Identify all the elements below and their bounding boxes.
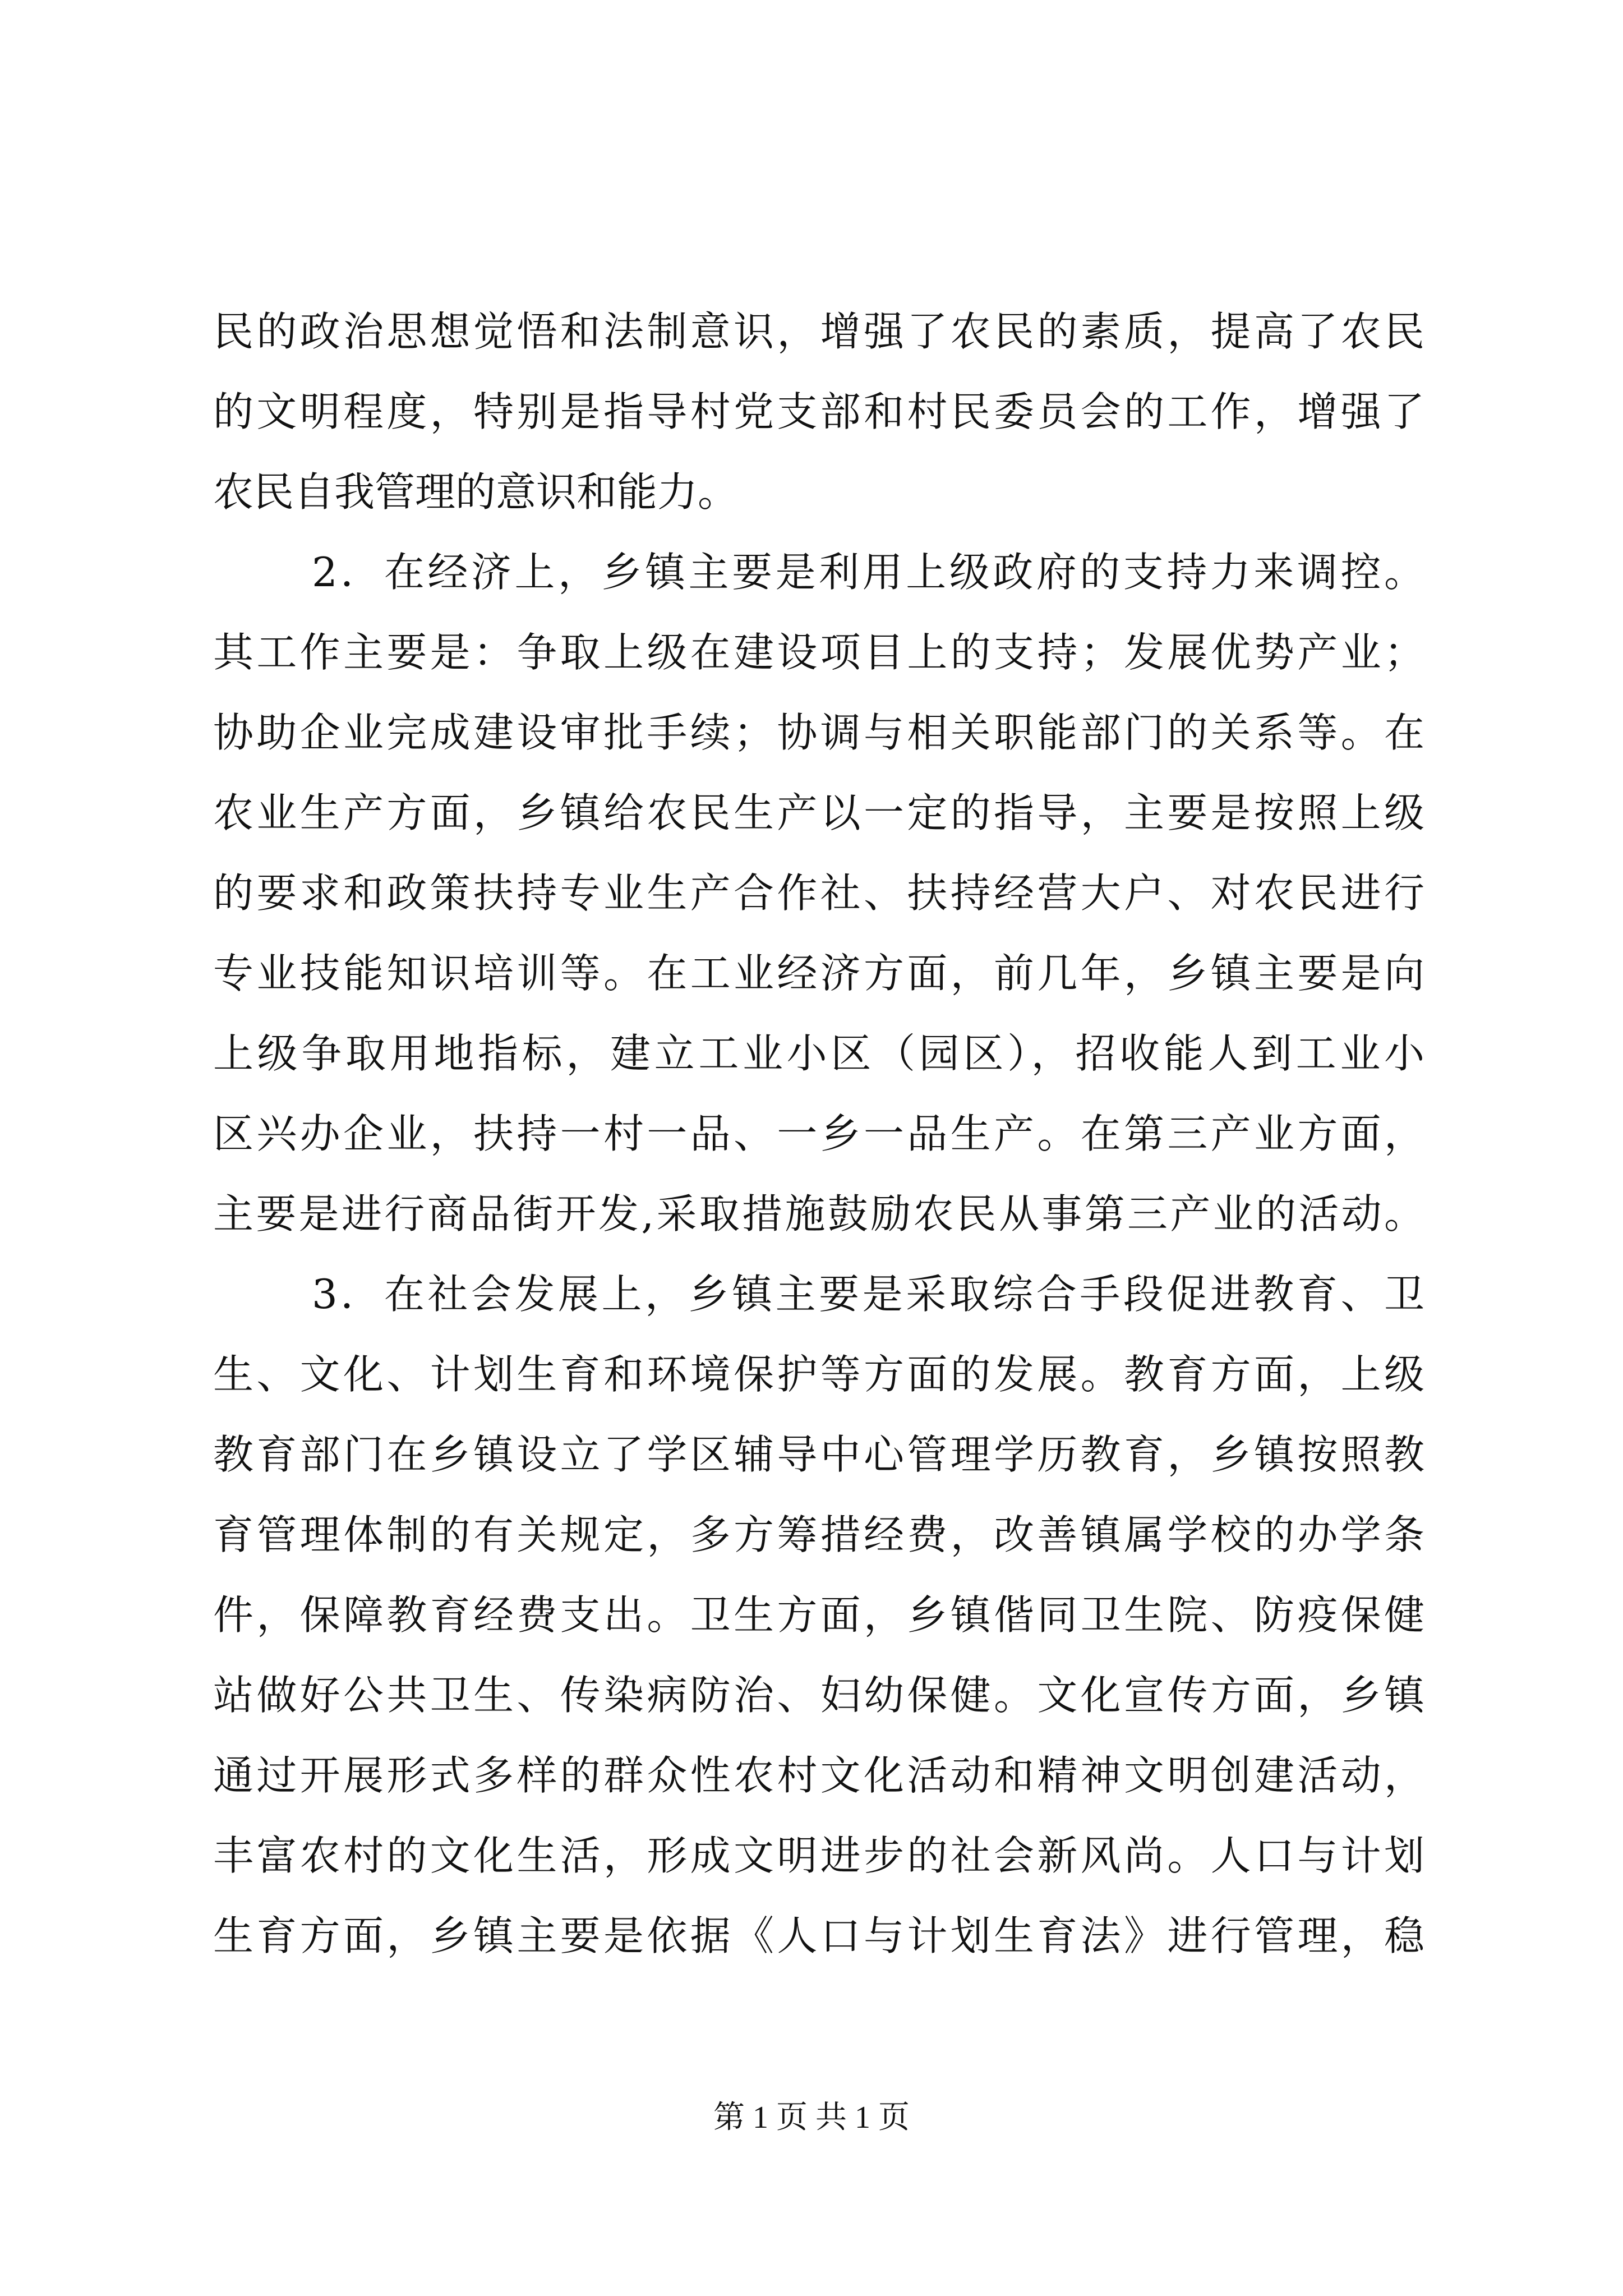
page-number-label: 第 1 页 共 1 页 bbox=[713, 2100, 910, 2135]
page-footer bbox=[0, 2098, 1623, 2137]
text-line: 3．在社会发展上，乡镇主要是采取综合手段促进教育、卫 bbox=[312, 1271, 1424, 1318]
text-line: 民的政治思想觉悟和法制意识，增强了农民的素质，提高了农民 bbox=[213, 308, 1424, 355]
text-line: 农民自我管理的意识和能力。 bbox=[213, 468, 739, 516]
text-line: 专业技能知识培训等。在工业经济方面，前几年，乡镇主要是向 bbox=[213, 950, 1424, 997]
text-line: 件，保障教育经费支出。卫生方面，乡镇偕同卫生院、防疫保健 bbox=[213, 1591, 1424, 1639]
text-line: 2．在经济上，乡镇主要是利用上级政府的支持力来调控。 bbox=[312, 549, 1424, 596]
text-line: 农业生产方面，乡镇给农民生产以一定的指导，主要是按照上级 bbox=[213, 789, 1424, 836]
text-line: 生育方面，乡镇主要是依据《人口与计划生育法》进行管理，稳 bbox=[213, 1912, 1424, 1959]
body-text bbox=[213, 292, 1424, 1976]
text-line: 站做好公共卫生、传染病防治、妇幼保健。文化宣传方面，乡镇 bbox=[213, 1672, 1424, 1719]
text-line: 的要求和政策扶持专业生产合作社、扶持经营大户、对农民进行 bbox=[213, 869, 1424, 917]
text-line: 丰富农村的文化生活，形成文明进步的社会新风尚。人口与计划 bbox=[213, 1832, 1424, 1879]
text-line: 主要是进行商品街开发,采取措施鼓励农民从事第三产业的活动。 bbox=[213, 1190, 1424, 1237]
text-line: 教育部门在乡镇设立了学区辅导中心管理学历教育，乡镇按照教 bbox=[213, 1431, 1424, 1478]
text-line: 通过开展形式多样的群众性农村文化活动和精神文明创建活动， bbox=[213, 1752, 1424, 1799]
text-line: 生、文化、计划生育和环境保护等方面的发展。教育方面，上级 bbox=[213, 1351, 1424, 1398]
text-line: 区兴办企业，扶持一村一品、一乡一品生产。在第三产业方面， bbox=[213, 1110, 1424, 1157]
text-line: 育管理体制的有关规定，多方筹措经费，改善镇属学校的办学条 bbox=[213, 1511, 1424, 1558]
text-line: 上级争取用地指标，建立工业小区（园区），招收能人到工业小 bbox=[213, 1030, 1424, 1077]
text-line: 的文明程度，特别是指导村党支部和村民委员会的工作，增强了 bbox=[213, 388, 1424, 435]
text-line: 其工作主要是：争取上级在建设项目上的支持；发展优势产业； bbox=[213, 629, 1424, 676]
text-line: 协助企业完成建设审批手续；协调与相关职能部门的关系等。在 bbox=[213, 709, 1424, 756]
